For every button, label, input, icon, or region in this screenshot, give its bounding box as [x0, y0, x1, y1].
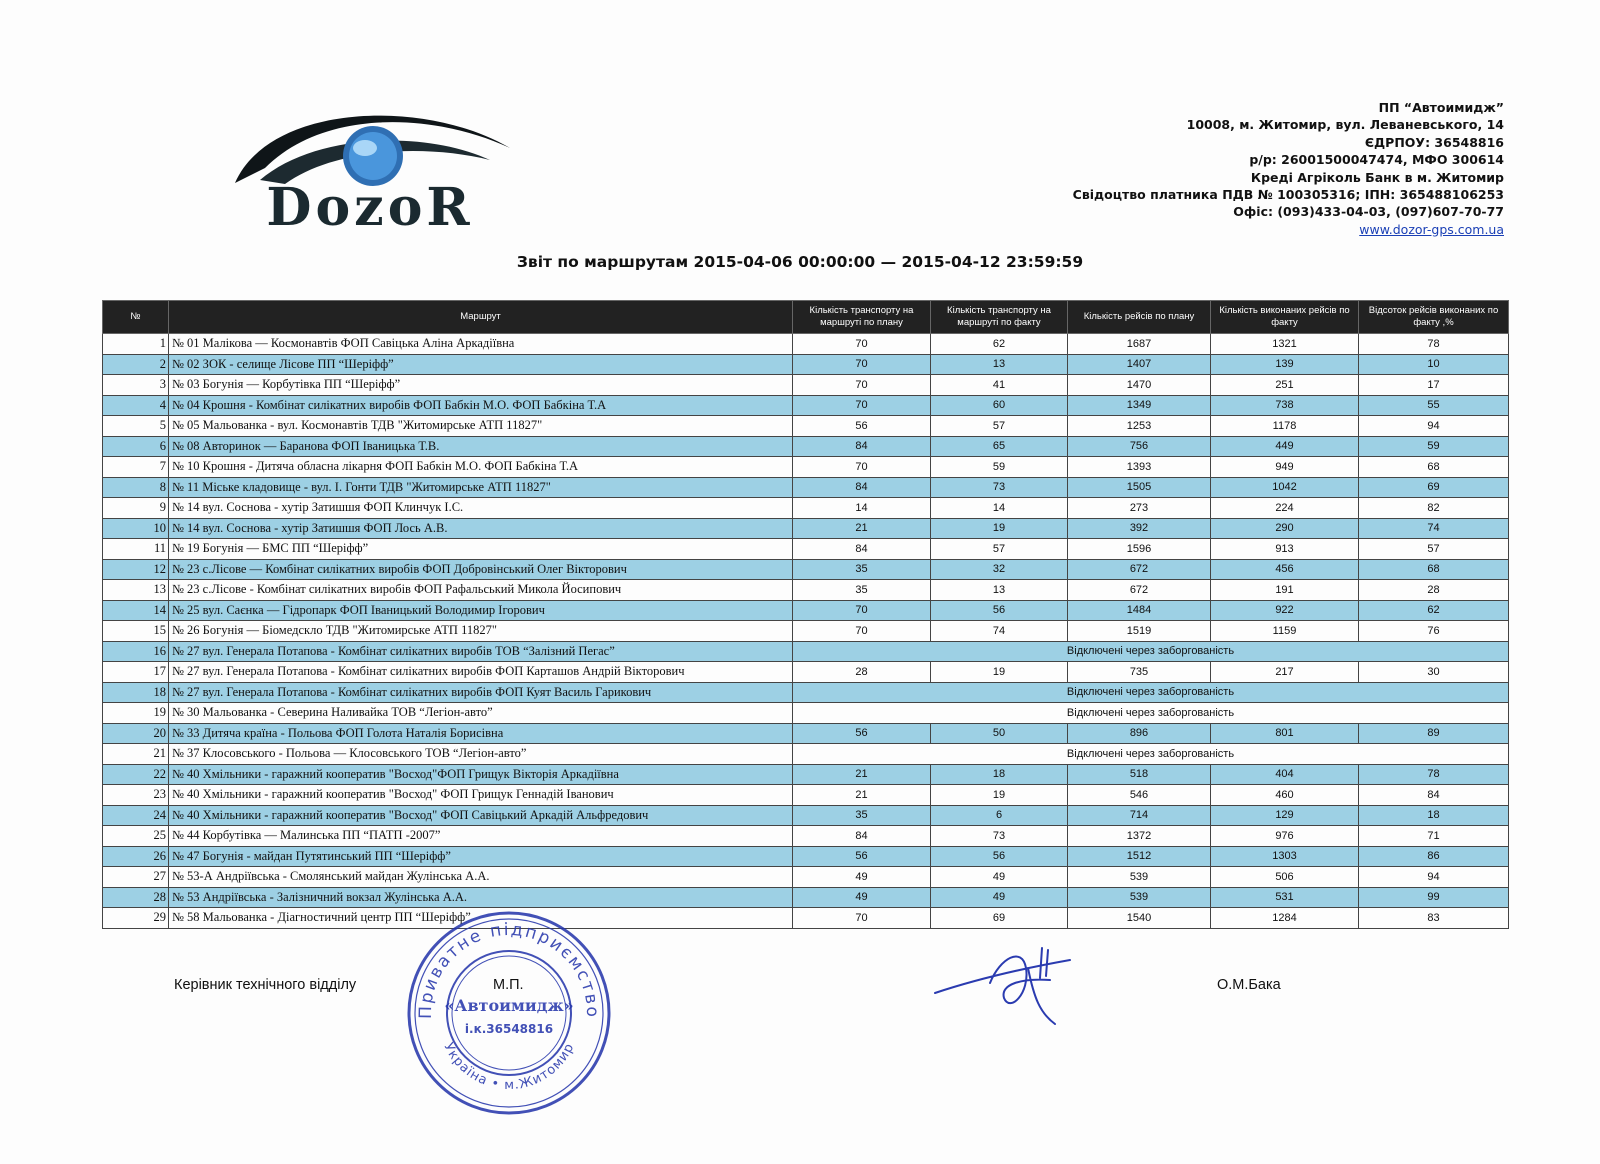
row-number: 28 — [103, 887, 169, 908]
row-number: 22 — [103, 764, 169, 785]
dozor-logo — [175, 108, 565, 233]
table-row — [103, 395, 1509, 416]
vehicles-plan: 14 — [793, 498, 931, 519]
trips-percent: 74 — [1359, 518, 1509, 539]
row-number: 2 — [103, 354, 169, 375]
vehicles-plan: 21 — [793, 764, 931, 785]
trips-fact: 949 — [1211, 457, 1359, 478]
table-row — [103, 559, 1509, 580]
trips-percent: 71 — [1359, 826, 1509, 847]
route-name: № 53 Андріївська - Залізничний вокзал Жулінська А.А. — [169, 887, 793, 908]
vehicles-plan: 70 — [793, 354, 931, 375]
trips-plan: 735 — [1068, 662, 1211, 683]
vehicles-plan: 70 — [793, 621, 931, 642]
row-number: 19 — [103, 703, 169, 724]
trips-fact: 1303 — [1211, 846, 1359, 867]
trips-percent: 83 — [1359, 908, 1509, 929]
col-header-percent: Відсоток рейсів виконаних по факту ,% — [1359, 301, 1509, 334]
table-row — [103, 600, 1509, 621]
table-row — [103, 887, 1509, 908]
trips-plan: 1372 — [1068, 826, 1211, 847]
vehicles-plan: 49 — [793, 887, 931, 908]
table-row — [103, 641, 1509, 662]
row-number: 23 — [103, 785, 169, 806]
route-name: № 23 с.Лісове - Комбінат силікатних виробів ФОП Рафальський Микола Йосипович — [169, 580, 793, 601]
trips-percent: 55 — [1359, 395, 1509, 416]
row-number: 5 — [103, 416, 169, 437]
company-address: 10008, м. Житомир, вул. Леваневського, 14 — [1186, 117, 1504, 133]
vehicles-fact: 13 — [931, 354, 1068, 375]
route-name: № 58 Мальованка - Діагностичний центр ПП “Шеріфф” — [169, 908, 793, 929]
trips-fact: 913 — [1211, 539, 1359, 560]
trips-fact: 531 — [1211, 887, 1359, 908]
report-title: Звіт по маршрутам 2015-04-06 00:00:00 — 2015-04-12 23:59:59 — [516, 253, 1084, 271]
trips-percent: 57 — [1359, 539, 1509, 560]
route-name: № 14 вул. Соснова - хутір Затишшя ФОП Клинчук І.С. — [169, 498, 793, 519]
route-name: № 27 вул. Генерала Потапова - Комбінат силікатних виробів ФОП Куят Василь Гарикович — [169, 682, 793, 703]
table-row — [103, 764, 1509, 785]
route-name: № 08 Авторинок — Баранова ФОП Іваницька Т.В. — [169, 436, 793, 457]
vehicles-fact: 56 — [931, 846, 1068, 867]
table-row — [103, 805, 1509, 826]
table-row — [103, 580, 1509, 601]
table-row — [103, 457, 1509, 478]
trips-fact: 404 — [1211, 764, 1359, 785]
vehicles-fact: 14 — [931, 498, 1068, 519]
row-number: 9 — [103, 498, 169, 519]
table-body — [103, 334, 1509, 929]
trips-fact: 129 — [1211, 805, 1359, 826]
trips-fact: 449 — [1211, 436, 1359, 457]
company-bank: Креді Агріколь Банк в м. Житомир — [1250, 169, 1504, 185]
table-row — [103, 662, 1509, 683]
trips-percent: 94 — [1359, 867, 1509, 888]
row-number: 21 — [103, 744, 169, 765]
vehicles-fact: 69 — [931, 908, 1068, 929]
trips-percent: 28 — [1359, 580, 1509, 601]
row-number: 29 — [103, 908, 169, 929]
company-stamp — [403, 907, 615, 1119]
trips-plan: 539 — [1068, 887, 1211, 908]
trips-plan: 1687 — [1068, 334, 1211, 355]
row-number: 24 — [103, 805, 169, 826]
trips-fact: 251 — [1211, 375, 1359, 396]
row-number: 8 — [103, 477, 169, 498]
status-note: Відключені через заборгованість — [793, 744, 1509, 765]
route-name: № 11 Міське кладовище - вул. І. Гонти ТДВ "Житомирське АТП 11827" — [169, 477, 793, 498]
route-name: № 44 Корбутівка — Малинська ПП “ПАТП -2007” — [169, 826, 793, 847]
table-row — [103, 375, 1509, 396]
trips-plan: 392 — [1068, 518, 1211, 539]
row-number: 11 — [103, 539, 169, 560]
trips-fact: 217 — [1211, 662, 1359, 683]
vehicles-plan: 56 — [793, 416, 931, 437]
trips-plan: 273 — [1068, 498, 1211, 519]
trips-fact: 191 — [1211, 580, 1359, 601]
trips-plan: 714 — [1068, 805, 1211, 826]
trips-percent: 68 — [1359, 559, 1509, 580]
vehicles-plan: 49 — [793, 867, 931, 888]
table-row — [103, 785, 1509, 806]
status-note: Відключені через заборгованість — [793, 682, 1509, 703]
vehicles-plan: 70 — [793, 908, 931, 929]
vehicles-fact: 59 — [931, 457, 1068, 478]
route-name: № 47 Богунія - майдан Путятинський ПП “Шеріфф” — [169, 846, 793, 867]
vehicles-fact: 73 — [931, 477, 1068, 498]
table-row — [103, 354, 1509, 375]
trips-percent: 94 — [1359, 416, 1509, 437]
trips-plan: 1519 — [1068, 621, 1211, 642]
row-number: 14 — [103, 600, 169, 621]
route-name: № 26 Богунія — Біомедскло ТДВ "Житомирське АТП 11827" — [169, 621, 793, 642]
trips-plan: 1407 — [1068, 354, 1211, 375]
row-number: 6 — [103, 436, 169, 457]
trips-fact: 801 — [1211, 723, 1359, 744]
vehicles-fact: 32 — [931, 559, 1068, 580]
table-row — [103, 846, 1509, 867]
route-name: № 40 Хмільники - гаражний кооператив "Восход" ФОП Грищук Геннадій Іванович — [169, 785, 793, 806]
trips-plan: 1393 — [1068, 457, 1211, 478]
company-office: Офіс: (093)433-04-03, (097)607-70-77 — [1233, 204, 1504, 220]
vehicles-fact: 74 — [931, 621, 1068, 642]
trips-fact: 922 — [1211, 600, 1359, 621]
trips-plan: 518 — [1068, 764, 1211, 785]
table-row — [103, 416, 1509, 437]
company-details — [1073, 99, 1504, 238]
trips-percent: 89 — [1359, 723, 1509, 744]
route-name: № 23 с.Лісове — Комбінат силікатних виробів ФОП Добровінський Олег Вікторович — [169, 559, 793, 580]
trips-fact: 506 — [1211, 867, 1359, 888]
signer-position: Керівник технічного відділу — [174, 977, 357, 993]
trips-plan: 1349 — [1068, 395, 1211, 416]
vehicles-fact: 18 — [931, 764, 1068, 785]
route-name: № 04 Крошня - Комбінат силікатних виробів ФОП Бабкін М.О. ФОП Бабкіна Т.А — [169, 395, 793, 416]
trips-percent: 10 — [1359, 354, 1509, 375]
trips-plan: 896 — [1068, 723, 1211, 744]
vehicles-plan: 84 — [793, 539, 931, 560]
trips-percent: 17 — [1359, 375, 1509, 396]
stamp-name: «Автоимидж» — [444, 996, 574, 1015]
vehicles-fact: 49 — [931, 887, 1068, 908]
row-number: 3 — [103, 375, 169, 396]
col-header-trips-fact: Кількість виконаних рейсів по факту — [1211, 301, 1359, 334]
vehicles-plan: 70 — [793, 334, 931, 355]
routes-table — [102, 300, 1509, 929]
trips-percent: 62 — [1359, 600, 1509, 621]
vehicles-plan: 56 — [793, 846, 931, 867]
trips-plan: 546 — [1068, 785, 1211, 806]
row-number: 15 — [103, 621, 169, 642]
route-name: № 33 Дитяча країна - Польова ФОП Голота Наталія Борисівна — [169, 723, 793, 744]
vehicles-plan: 70 — [793, 457, 931, 478]
vehicles-fact: 56 — [931, 600, 1068, 621]
table-row — [103, 867, 1509, 888]
col-header-vehicles-fact: Кількість транспорту на маршруті по факту — [931, 301, 1068, 334]
trips-plan: 1470 — [1068, 375, 1211, 396]
table-row — [103, 703, 1509, 724]
company-edrpou: ЄДРПОУ: 36548816 — [1364, 134, 1504, 150]
vehicles-fact: 6 — [931, 805, 1068, 826]
route-name: № 27 вул. Генерала Потапова - Комбінат силікатних виробів ТОВ “Залізний Пегас” — [169, 641, 793, 662]
trips-fact: 224 — [1211, 498, 1359, 519]
trips-plan: 1484 — [1068, 600, 1211, 621]
table-row — [103, 498, 1509, 519]
vehicles-plan: 21 — [793, 518, 931, 539]
row-number: 7 — [103, 457, 169, 478]
status-note: Відключені через заборгованість — [793, 703, 1509, 724]
row-number: 27 — [103, 867, 169, 888]
route-name: № 40 Хмільники - гаражний кооператив "Восход"ФОП Грищук Вікторія Аркадіївна — [169, 764, 793, 785]
trips-fact: 976 — [1211, 826, 1359, 847]
signature — [930, 938, 1100, 1028]
trips-fact: 1284 — [1211, 908, 1359, 929]
row-number: 17 — [103, 662, 169, 683]
vehicles-plan: 28 — [793, 662, 931, 683]
company-website-link[interactable]: www.dozor-gps.com.ua — [1359, 221, 1504, 237]
trips-plan: 1540 — [1068, 908, 1211, 929]
trips-fact: 290 — [1211, 518, 1359, 539]
vehicles-plan: 84 — [793, 826, 931, 847]
trips-plan: 1253 — [1068, 416, 1211, 437]
vehicles-plan: 70 — [793, 395, 931, 416]
trips-fact: 1159 — [1211, 621, 1359, 642]
vehicles-fact: 65 — [931, 436, 1068, 457]
trips-percent: 86 — [1359, 846, 1509, 867]
vehicles-fact: 49 — [931, 867, 1068, 888]
route-name: № 25 вул. Саєнка — Гідропарк ФОП Іваницький Володимир Ігорович — [169, 600, 793, 621]
table-row — [103, 908, 1509, 929]
trips-fact: 460 — [1211, 785, 1359, 806]
trips-percent: 82 — [1359, 498, 1509, 519]
stamp-code: і.к.36548816 — [464, 1022, 554, 1036]
trips-percent: 30 — [1359, 662, 1509, 683]
vehicles-plan: 56 — [793, 723, 931, 744]
trips-percent: 18 — [1359, 805, 1509, 826]
trips-percent: 99 — [1359, 887, 1509, 908]
table-row — [103, 518, 1509, 539]
row-number: 25 — [103, 826, 169, 847]
signer-name: О.М.Бака — [1217, 977, 1281, 993]
row-number: 1 — [103, 334, 169, 355]
trips-plan: 1505 — [1068, 477, 1211, 498]
route-name: № 30 Мальованка - Северина Наливайка ТОВ “Легіон-авто” — [169, 703, 793, 724]
route-name: № 37 Клосовського - Польова — Клосовського ТОВ “Легіон-авто” — [169, 744, 793, 765]
trips-percent: 68 — [1359, 457, 1509, 478]
row-number: 4 — [103, 395, 169, 416]
col-header-route: Маршрут — [169, 301, 793, 334]
vehicles-fact: 19 — [931, 662, 1068, 683]
route-name: № 53-А Андріївська - Смолянський майдан Жулінська А.А. — [169, 867, 793, 888]
col-header-vehicles-plan: Кількість транспорту на маршруті по плану — [793, 301, 931, 334]
trips-plan: 539 — [1068, 867, 1211, 888]
vehicles-fact: 73 — [931, 826, 1068, 847]
logo-text: DozoR — [266, 177, 474, 233]
trips-percent: 59 — [1359, 436, 1509, 457]
trips-percent: 84 — [1359, 785, 1509, 806]
seal-place-label: М.П. — [493, 977, 524, 993]
table-row — [103, 682, 1509, 703]
route-name: № 27 вул. Генерала Потапова - Комбінат силікатних виробів ФОП Карташов Андрій Вікторович — [169, 662, 793, 683]
svg-text:Україна • м.Житомир — [440, 1041, 577, 1093]
table-row — [103, 826, 1509, 847]
trips-fact: 139 — [1211, 354, 1359, 375]
vehicles-fact: 57 — [931, 416, 1068, 437]
vehicles-fact: 50 — [931, 723, 1068, 744]
trips-fact: 1321 — [1211, 334, 1359, 355]
stamp-bottom-text: Україна • м.Житомир — [440, 1040, 578, 1094]
vehicles-plan: 84 — [793, 477, 931, 498]
vehicles-plan: 70 — [793, 600, 931, 621]
row-number: 13 — [103, 580, 169, 601]
stamp-ring-text: Приватне підприємство — [415, 919, 603, 1020]
route-name: № 03 Богунія — Корбутівка ПП “Шеріфф” — [169, 375, 793, 396]
trips-plan: 672 — [1068, 559, 1211, 580]
row-number: 18 — [103, 682, 169, 703]
trips-percent: 69 — [1359, 477, 1509, 498]
table-row — [103, 744, 1509, 765]
table-row — [103, 477, 1509, 498]
vehicles-fact: 19 — [931, 518, 1068, 539]
trips-plan: 1512 — [1068, 846, 1211, 867]
vehicles-plan: 35 — [793, 559, 931, 580]
vehicles-plan: 35 — [793, 580, 931, 601]
vehicles-fact: 57 — [931, 539, 1068, 560]
route-name: № 40 Хмільники - гаражний кооператив "Восход" ФОП Савіцький Аркадій Альфредович — [169, 805, 793, 826]
trips-plan: 672 — [1068, 580, 1211, 601]
vehicles-fact: 62 — [931, 334, 1068, 355]
row-number: 20 — [103, 723, 169, 744]
trips-fact: 1178 — [1211, 416, 1359, 437]
trips-fact: 456 — [1211, 559, 1359, 580]
company-account: р/р: 26001500047474, МФО 300614 — [1249, 152, 1504, 168]
trips-fact: 1042 — [1211, 477, 1359, 498]
trips-percent: 78 — [1359, 334, 1509, 355]
vehicles-plan: 70 — [793, 375, 931, 396]
table-row — [103, 539, 1509, 560]
table-row — [103, 334, 1509, 355]
vehicles-plan: 35 — [793, 805, 931, 826]
table-row — [103, 621, 1509, 642]
vehicles-plan: 84 — [793, 436, 931, 457]
table-row — [103, 723, 1509, 744]
row-number: 26 — [103, 846, 169, 867]
col-header-trips-plan: Кількість рейсів по плану — [1068, 301, 1211, 334]
row-number: 12 — [103, 559, 169, 580]
company-vat: Свідоцтво платника ПДВ № 100305316; ІПН: 365488106253 — [1072, 187, 1504, 203]
vehicles-plan: 21 — [793, 785, 931, 806]
trips-percent: 78 — [1359, 764, 1509, 785]
route-name: № 10 Крошня - Дитяча обласна лікарня ФОП Бабкін М.О. ФОП Бабкіна Т.А — [169, 457, 793, 478]
status-note: Відключені через заборгованість — [793, 641, 1509, 662]
trips-plan: 1596 — [1068, 539, 1211, 560]
vehicles-fact: 19 — [931, 785, 1068, 806]
vehicles-fact: 60 — [931, 395, 1068, 416]
row-number: 16 — [103, 641, 169, 662]
trips-fact: 738 — [1211, 395, 1359, 416]
col-header-number: № — [103, 301, 169, 334]
vehicles-fact: 13 — [931, 580, 1068, 601]
table-row — [103, 436, 1509, 457]
trips-percent: 76 — [1359, 621, 1509, 642]
route-name: № 02 ЗОК - селище Лісове ПП “Шеріфф” — [169, 354, 793, 375]
trips-plan: 756 — [1068, 436, 1211, 457]
route-name: № 19 Богунія — БМС ПП “Шеріфф” — [169, 539, 793, 560]
table-header-row — [103, 301, 1509, 334]
company-name: ПП “Автоимидж” — [1378, 100, 1504, 115]
row-number: 10 — [103, 518, 169, 539]
route-name: № 14 вул. Соснова - хутір Затишшя ФОП Лось А.В. — [169, 518, 793, 539]
route-name: № 05 Мальованка - вул. Космонавтів ТДВ "Житомирське АТП 11827" — [169, 416, 793, 437]
route-name: № 01 Малікова — Космонавтів ФОП Савіцька Аліна Аркадіївна — [169, 334, 793, 355]
vehicles-fact: 41 — [931, 375, 1068, 396]
